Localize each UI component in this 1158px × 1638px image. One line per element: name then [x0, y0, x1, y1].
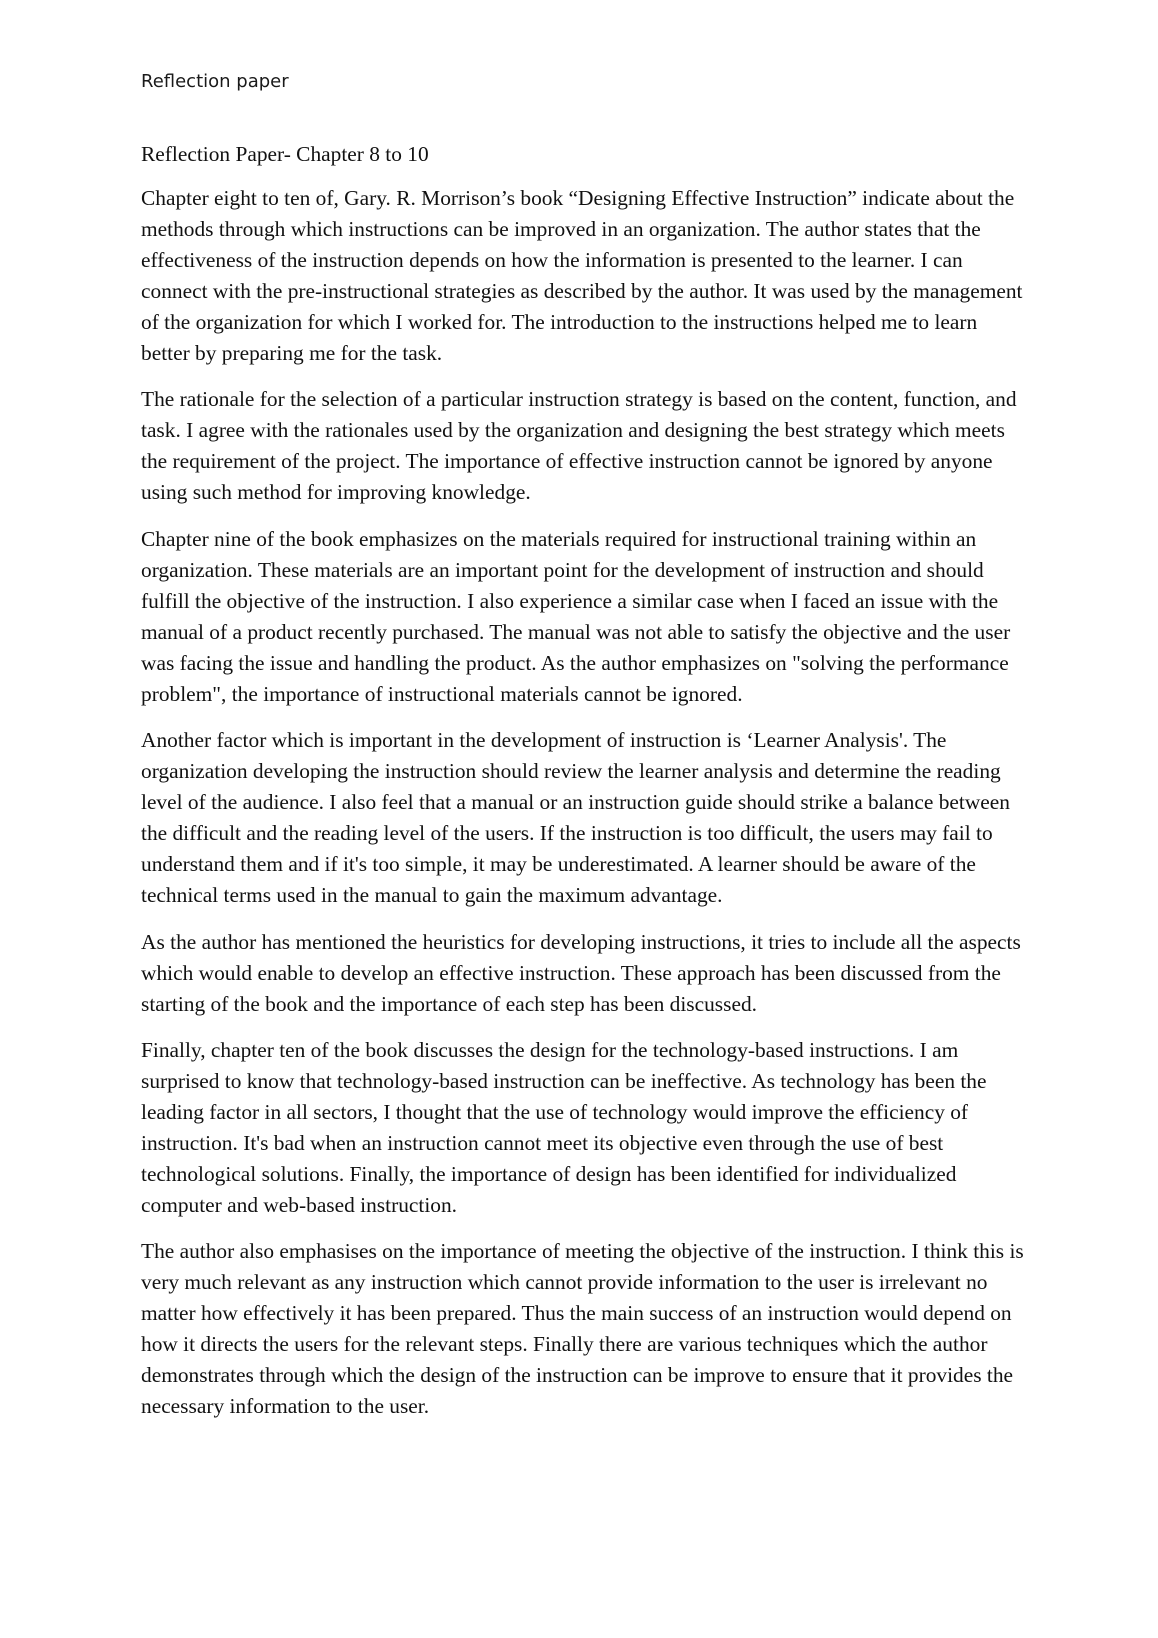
document-title: Reflection Paper- Chapter 8 to 10: [141, 142, 429, 166]
paragraph-5: As the author has mentioned the heuristics for developing instructions, it tries to include all the aspects which would enable to develop an effective instruction. These approach has been discussed from the starting of the book and the importance of each step has been discussed.: [141, 929, 1021, 1016]
paragraph-1: Chapter eight to ten of, Gary. R. Morrison’s book “Designing Effective Instruction” indicate about the methods through which instructions can be improved in an organization. The author states that the effectiveness of the instruction depends on how the information is presented to the learner. I can connect with the pre-instructional strategies as described by the author. It was used by the management of the organization for which I worked for. The introduction to the instructions helped me to learn better by preparing me for the task.: [141, 186, 1023, 365]
paragraph-2: The rationale for the selection of a particular instruction strategy is based on the content, function, and task. I agree with the rationales used by the organization and designing the best strategy which meets the requirement of the project. The importance of effective instruction cannot be ignored by anyone using such method for improving knowledge.: [141, 387, 1017, 505]
paragraph-3: Chapter nine of the book emphasizes on the materials required for instructional training within an organization. These materials are an important point for the development of instruction and should fulfill the objective of the instruction. I also experience a similar case when I faced an issue with the manual of a product recently purchased. The manual was not able to satisfy the objective and the user was facing the issue and handling the product. As the author emphasizes on "solving the performance problem", the importance of instructional materials cannot be ignored.: [141, 526, 1011, 706]
paragraph-6: Finally, chapter ten of the book discusses the design for the technology-based instructions. I am surprised to know that technology-based instruction can be ineffective. As technology has been the leading factor in all sectors, I thought that the use of technology would improve the efficiency of instruction. It's bad when an instruction cannot meet its objective even through the use of best technological solutions. Finally, the importance of design has been identified for individualized computer and web-based instruction.: [141, 1037, 987, 1217]
paragraph-7: The author also emphasises on the importance of meeting the objective of the instruction. I think this is very much relevant as any instruction which cannot provide information to the user is irrelevant no matter how effectively it has been prepared. Thus the main success of an instruction would depend on how it directs the users for the relevant steps. Finally there are various techniques which the author demonstrates through which the design of the instruction can be improve to ensure that it provides the necessary information to the user.: [141, 1239, 1024, 1419]
paragraph-4: Another factor which is important in the development of instruction is ‘Learner Analysis'. The organization developing the instruction should review the learner analysis and determine the reading level of the audience. I also feel that a manual or an instruction guide should strike a balance between the difficult and the reading level of the users. If the instruction is too difficult, the users may fail to understand them and if it's too simple, it may be underestimated. A learner should be aware of the technical terms used in the manual to gain the maximum advantage.: [141, 728, 1010, 908]
document-body: [141, 139, 1031, 1438]
running-head: Reflection paper: [141, 71, 289, 92]
